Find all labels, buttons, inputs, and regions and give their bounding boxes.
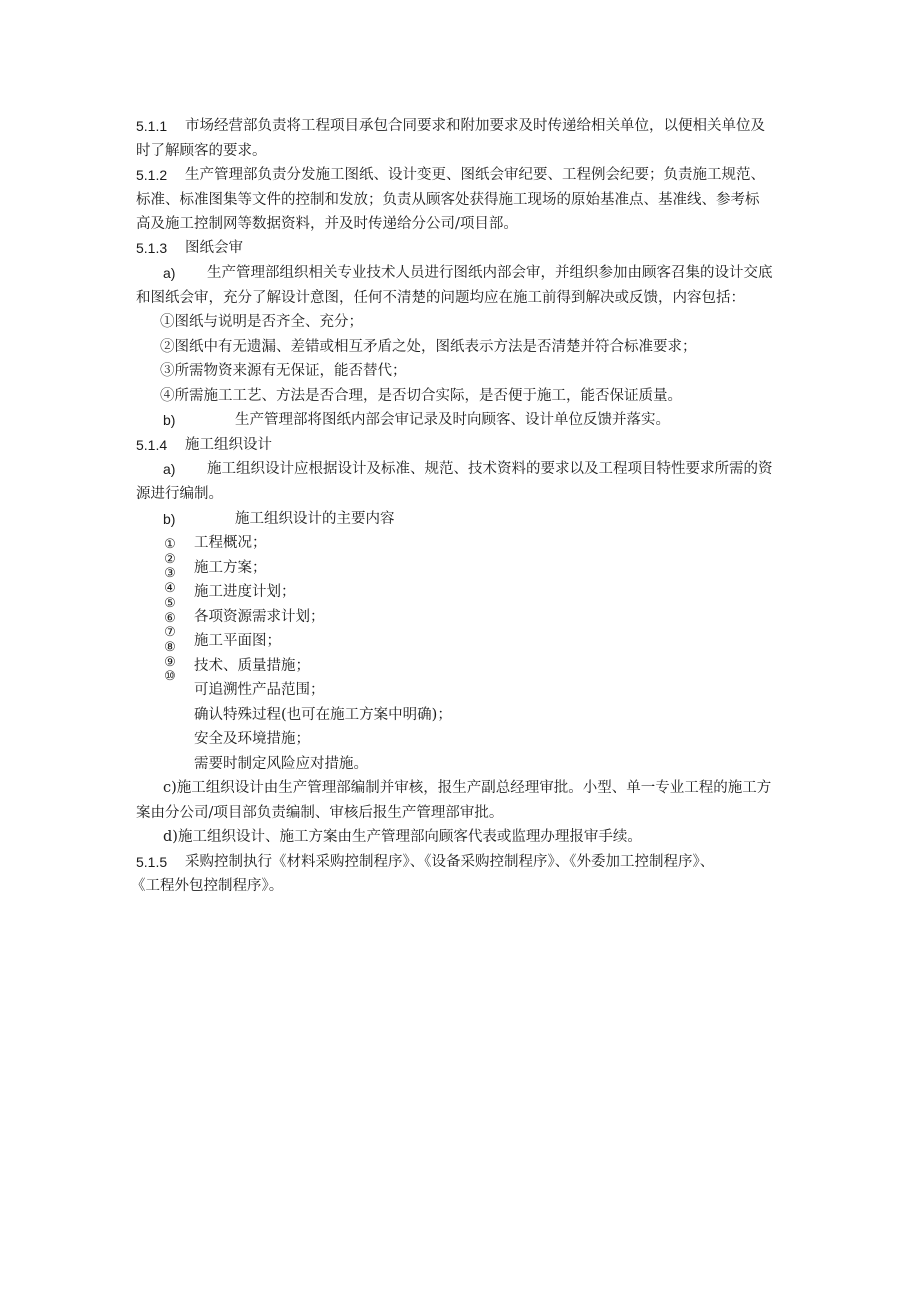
section-number-5-1-2: 5.1.2	[136, 167, 168, 183]
item-c-text-line-2: 案由分公司/项目部负责编制、审核后报生产管理部审批。	[136, 805, 504, 821]
section-5-1-5-text-line-2: 《工程外包控制程序》。	[131, 878, 284, 894]
section-5-1-1-text-line-1: 市场经营部负责将工程项目承包合同要求和附加要求及时传递给相关单位，以便相关单位及	[185, 118, 765, 134]
content-item: 各项资源需求计划；	[194, 609, 325, 625]
section-5-1-2-text-line-3: 高及施工控制网等数据资料，并及时传递给分公司/项目部。	[136, 216, 518, 232]
item-b-text: 生产管理部将图纸内部会审记录及时向顾客、设计单位反馈并落实。	[235, 412, 670, 428]
content-item: 确认特殊过程(也可在施工方案中明确)；	[194, 707, 452, 723]
content-item: 技术、质量措施；	[194, 658, 310, 674]
section-5-1-1-text-line-2: 时了解顾客的要求。	[136, 143, 267, 159]
content-item: 施工平面图；	[194, 633, 281, 649]
review-item: ①图纸与说明是否齐全、充分；	[160, 314, 363, 330]
item-a-label: a)	[163, 461, 176, 477]
item-a-text-line-2: 源进行编制。	[136, 486, 223, 502]
review-item: ③所需物资来源有无保证，能否替代；	[160, 363, 407, 379]
section-5-1-5-text-line-1: 采购控制执行《材料采购控制程序》、《设备采购控制程序》、《外委加工控制程序》、	[185, 854, 715, 870]
circled-number-column: ①②③④⑤⑥⑦⑧⑨⑩	[164, 537, 176, 685]
review-item: ②图纸中有无遗漏、差错或相互矛盾之处，图纸表示方法是否清楚并符合标准要求；	[160, 339, 697, 355]
item-b-label: b)	[163, 412, 176, 428]
content-item: 施工方案；	[194, 560, 267, 576]
item-a-label: a)	[163, 265, 176, 281]
content-item: 需要时制定风险应对措施。	[194, 756, 368, 772]
review-item: ④所需施工工艺、方法是否合理，是否切合实际，是否便于施工，能否保证质量。	[160, 388, 682, 404]
item-c-text-line-1: c)施工组织设计由生产管理部编制并审核，报生产副总经理审批。小型、单一专业工程的施工方	[163, 780, 772, 796]
item-d-text: d)施工组织设计、施工方案由生产管理部向顾客代表或监理办理报审手续。	[163, 829, 642, 845]
item-a-text-line-2: 和图纸会审，充分了解设计意图，任何不清楚的问题均应在施工前得到解决或反馈，内容包括：	[136, 290, 745, 306]
section-number-5-1-4: 5.1.4	[136, 437, 168, 453]
section-number-5-1-3: 5.1.3	[136, 240, 168, 256]
content-item: 可追溯性产品范围；	[194, 682, 325, 698]
item-a-text-line-1: 施工组织设计应根据设计及标准、规范、技术资料的要求以及工程项目特性要求所需的资	[207, 461, 773, 477]
section-5-1-2-text-line-1: 生产管理部负责分发施工图纸、设计变更、图纸会审纪要、工程例会纪要；负责施工规范、	[185, 167, 765, 183]
section-5-1-4-title: 施工组织设计	[185, 437, 272, 453]
content-item: 工程概况；	[194, 535, 267, 551]
item-b-text: 施工组织设计的主要内容	[235, 511, 395, 527]
content-item: 施工进度计划；	[194, 584, 296, 600]
item-b-label: b)	[163, 511, 176, 527]
section-5-1-3-title: 图纸会审	[185, 240, 243, 256]
section-5-1-2-text-line-2: 标准、标准图集等文件的控制和发放；负责从顾客处获得施工现场的原始基准点、基准线、参考标	[136, 192, 760, 208]
section-number-5-1-5: 5.1.5	[136, 854, 168, 870]
section-number-5-1-1: 5.1.1	[136, 118, 168, 134]
item-a-text-line-1: 生产管理部组织相关专业技术人员进行图纸内部会审，并组织参加由顾客召集的设计交底	[207, 265, 773, 281]
content-item: 安全及环境措施；	[194, 731, 310, 747]
